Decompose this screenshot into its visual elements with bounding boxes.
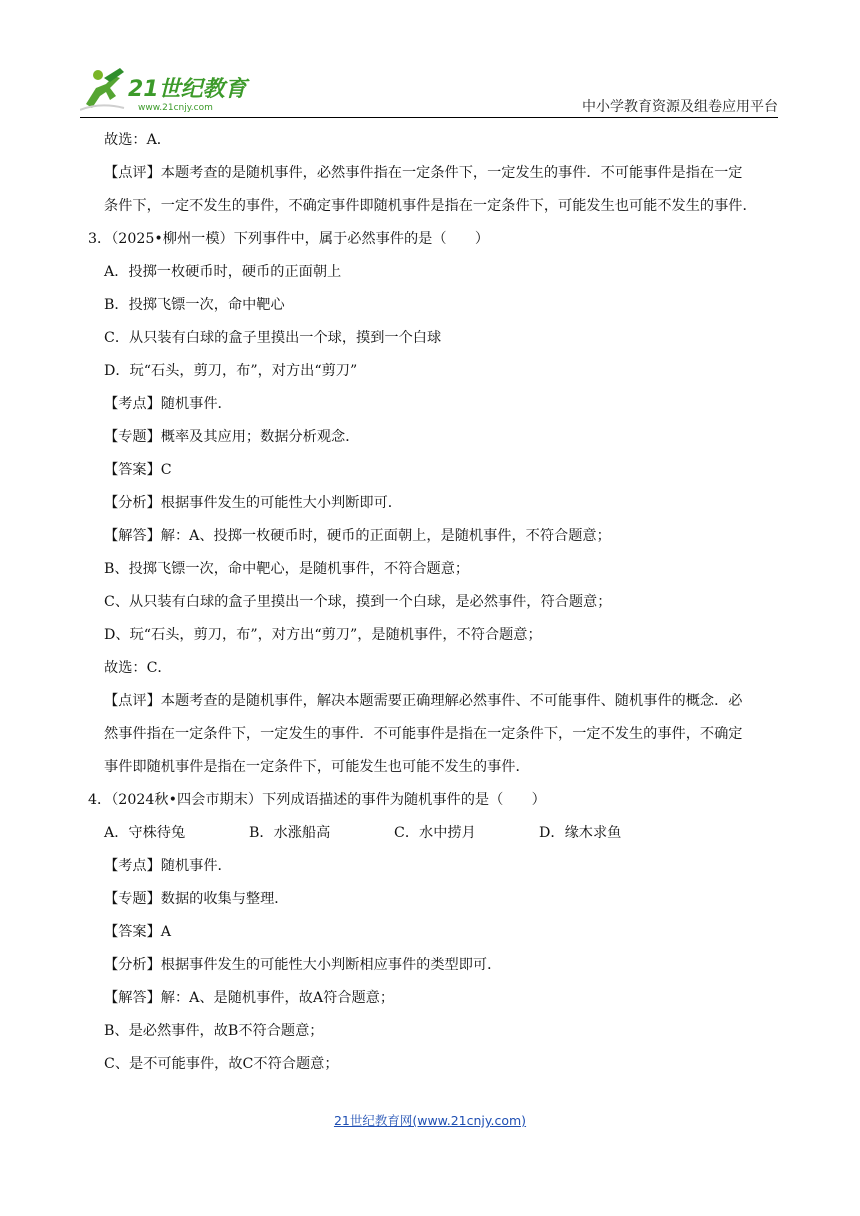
platform-name: 中小学教育资源及组卷应用平台 [582,99,778,115]
page-footer [0,1111,860,1129]
solution-line: C、是不可能事件，故C不符合题意； [104,1056,339,1072]
topic: 【专题】概率及其应用；数据分析观念． [104,429,360,445]
question-4-option-c: C．水中捞月 [394,825,476,841]
comment-line: 【点评】本题考查的是随机事件，解决本题需要正确理解必然事件、不可能事件、随机事件的概念．必 [104,693,743,709]
comment-line: 条件下，一定不发生的事件，不确定事件即随机事件是指在一定条件下，可能发生也可能不发生的事件． [104,198,757,214]
page-header [80,62,780,118]
answer-line: 故选：C． [104,660,172,676]
solution-line: 【解答】解：A、是随机事件，故A符合题意； [104,990,395,1006]
solution-line: 【解答】解：A、投掷一枚硬币时，硬币的正面朝上，是随机事件，不符合题意； [104,528,611,544]
comment-line: 然事件指在一定条件下，一定发生的事件．不可能事件是指在一定条件下，一定不发生的事件，不确定 [104,726,743,742]
question-4-options [88,817,782,850]
question-3-option-b: B．投掷飞镖一次，命中靶心 [104,297,285,313]
question-4-option-d: D．缘木求鱼 [539,825,622,841]
knowledge-point: 【考点】随机事件． [104,396,232,412]
logo-21cnjy [80,66,280,116]
question-4-option-a: A．守株待兔 [104,825,186,841]
question-3-option-c: C．从只装有白球的盒子里摸出一个球，摸到一个白球 [104,330,442,346]
analysis: 【分析】根据事件发生的可能性大小判断即可． [104,495,402,511]
question-3-option-a: A．投掷一枚硬币时，硬币的正面朝上 [104,264,342,280]
solution-line: C、从只装有白球的盒子里摸出一个球，摸到一个白球，是必然事件，符合题意； [104,594,612,610]
analysis: 【分析】根据事件发生的可能性大小判断相应事件的类型即可． [104,957,502,973]
answer-line: 故选：A． [104,132,171,148]
question-3-stem: 3．（2025•柳州一模）下列事件中，属于必然事件的是（ ） [88,231,490,247]
solution-line: D、玩“石头，剪刀，布”，对方出“剪刀”，是随机事件，不符合题意； [104,627,542,643]
question-4-option-b: B．水涨船高 [249,825,331,841]
logo-url-text: www.21cnjy.com [138,103,213,113]
header-divider [80,117,778,118]
comment-line: 【点评】本题考查的是随机事件，必然事件指在一定条件下，一定发生的事件．不可能事件是指在一定 [104,165,743,181]
runner-icon [80,68,124,110]
knowledge-point: 【考点】随机事件． [104,858,232,874]
footer-link[interactable]: 21世纪教育网(www.21cnjy.com) [333,1113,527,1128]
question-4-stem: 4．（2024秋•四会市期末）下列成语描述的事件为随机事件的是（ ） [88,792,546,808]
question-3-option-d: D．玩“石头，剪刀，布”，对方出“剪刀” [104,363,358,379]
comment-line: 事件即随机事件是指在一定条件下，可能发生也可能不发生的事件． [104,759,530,775]
logo-main-text: 21世纪教育 [128,77,247,102]
solution-line: B、是必然事件，故B不符合题意； [104,1023,324,1039]
answer-key: 【答案】C [104,462,172,478]
answer-key: 【答案】A [104,924,171,940]
topic: 【专题】数据的收集与整理． [104,891,289,907]
solution-line: B、投掷飞镖一次，命中靶心，是随机事件，不符合题意； [104,561,470,577]
document-body [88,124,782,1081]
